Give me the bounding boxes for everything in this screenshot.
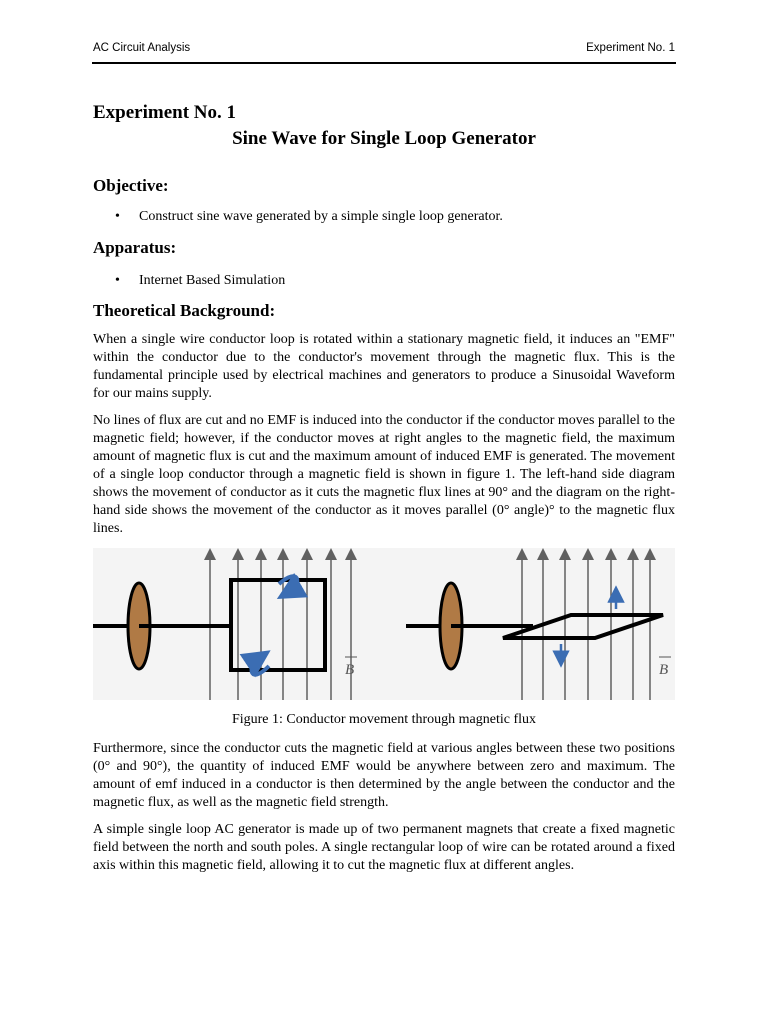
- theory-heading: Theoretical Background:: [93, 301, 276, 320]
- page-header: [93, 42, 675, 60]
- experiment-subtitle: Sine Wave for Single Loop Generator: [232, 128, 536, 149]
- figure-1-diagram: [93, 548, 675, 700]
- document-body-continued: [93, 740, 675, 875]
- experiment-title: Experiment No. 1: [93, 102, 237, 123]
- header-course-title: AC Circuit Analysis: [93, 42, 191, 54]
- objective-heading: Objective:: [93, 176, 169, 195]
- objective-list: [93, 208, 675, 226]
- theory-paragraph-2: No lines of flux are cut and no EMF is induced into the conductor if the conductor moves parallel to the magnetic field; however, if the conductor moves at right angles to the magnetic field, the maximum amount of magnetic flux is cut and the maximum amount of induced EMF is generated. The movement of a single loop conductor through a magnetic field is shown in figure 1. The left-hand side diagram shows the movement of conductor as it cuts the magnetic flux lines at 90° and the diagram on the right-hand side shows the movement of the conductor as it moves parallel (0° angle)° to the magnetic flux lines.: [93, 413, 675, 536]
- document-body: [93, 100, 675, 538]
- theory-paragraph-1: When a single wire conductor loop is rotated within a stationary magnetic field, it induces an "EMF" within the conductor due to the conductor's movement through the magnetic flux. This is the fundamental principle used by electrical machines and generators to produce a Sinusoidal Waveform for our mains supply.: [93, 332, 675, 401]
- apparatus-heading: Apparatus:: [93, 238, 177, 257]
- figure-caption: Figure 1: Conductor movement through magnetic flux: [231, 712, 537, 727]
- header-divider: [92, 62, 676, 64]
- list-item: • Construct sine wave generated by a simple single loop generator.: [93, 208, 675, 226]
- theory-paragraph-4: A simple single loop AC generator is made up of two permanent magnets that create a fixed magnetic field between the north and south poles. A single rectangular loop of wire can be rotated around a fixed axis within this magnetic field, allowing it to cut the magnetic flux at different angles.: [93, 822, 675, 873]
- list-item: • Internet Based Simulation: [93, 272, 675, 290]
- apparatus-list: [93, 272, 675, 290]
- header-experiment-number: Experiment No. 1: [586, 42, 675, 54]
- field-label-b: B: [345, 662, 355, 678]
- figure-1: [93, 548, 675, 700]
- field-label-b: B: [659, 662, 669, 678]
- theory-paragraph-3: Furthermore, since the conductor cuts the magnetic field at various angles between these two positions (0° and 90°), the quantity of induced EMF would be anywhere between zero and maximum. The amount of emf induced in a conductor is then determined by the angle between the conductor and the magnetic flux, as well as the magnetic field strength.: [93, 741, 675, 810]
